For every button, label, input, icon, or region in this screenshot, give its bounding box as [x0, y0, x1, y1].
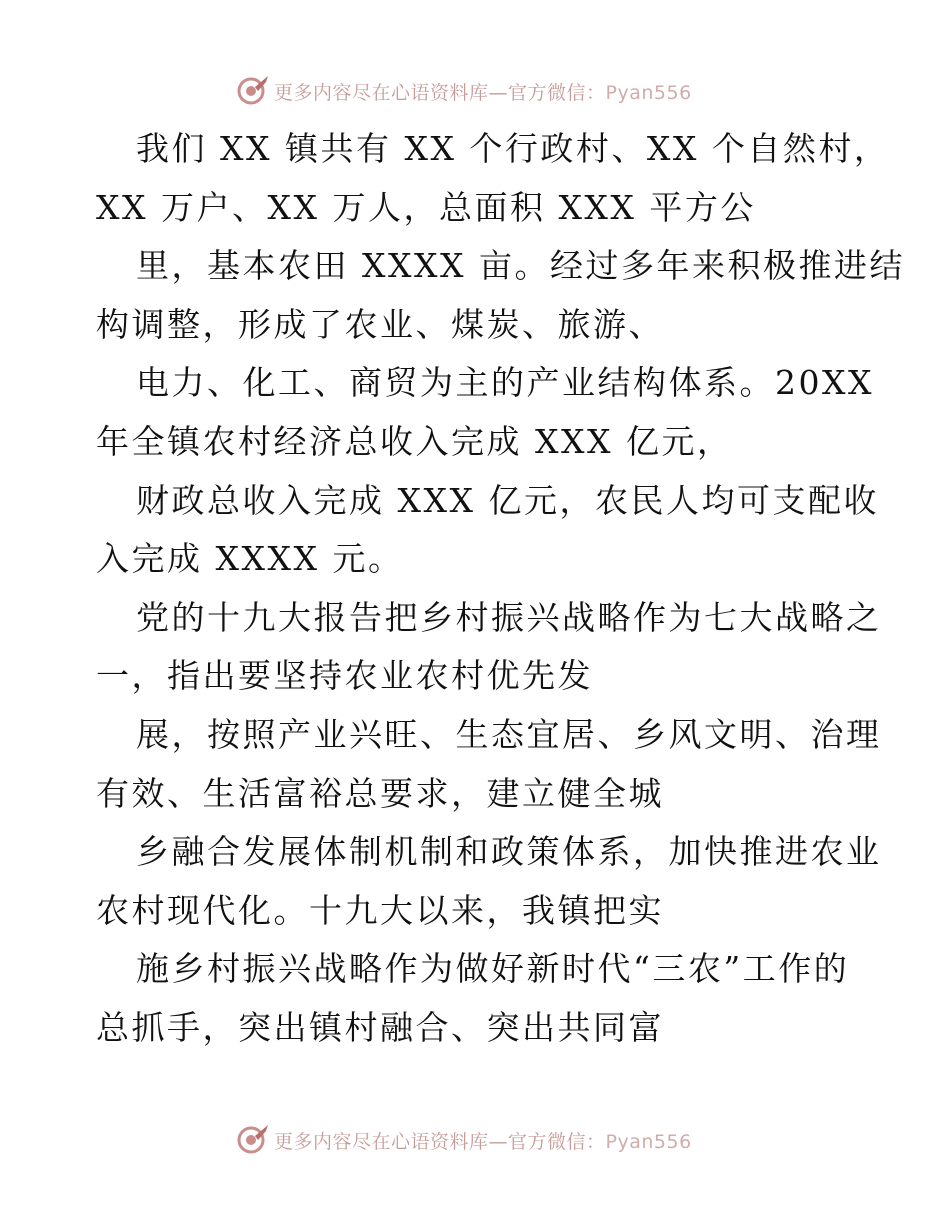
header-wechat-id: Pyan556 [605, 81, 692, 104]
text-line: 构调整，形成了农业、煤炭、旅游、 [96, 304, 664, 344]
header-banner [236, 71, 692, 111]
text-line: 乡融合发展体制机制和政策体系，加快推进农业 [136, 832, 882, 872]
text-line: 一，指出要坚持农业农村优先发 [96, 656, 593, 696]
text-line: 总抓手，突出镇村融合、突出共同富 [96, 1007, 664, 1047]
text-line: XX 万户、XX 万人，总面积 XXX 平方公 [96, 187, 756, 227]
text-line: 入完成 XXXX 元。 [96, 539, 404, 579]
text-line: 展，按照产业兴旺、生态宜居、乡风文明、治理 [136, 714, 882, 754]
document-body [96, 120, 905, 1058]
text-line: 施乡村振兴战略作为做好新时代“三农”工作的 [136, 949, 850, 989]
footer-banner-text: 更多内容尽在心语资料库—官方微信：Pyan556 [274, 1130, 692, 1153]
footer-wechat-id: Pyan556 [605, 1130, 692, 1153]
text-line: 里，基本农田 XXXX 亩。经过多年来积极推进结 [136, 246, 905, 286]
text-line: 我们 XX 镇共有 XX 个行政村、XX 个自然村， [136, 129, 890, 168]
footer-banner [236, 1120, 692, 1160]
text-line: 财政总收入完成 XXX 亿元，农民人均可支配收 [136, 480, 879, 520]
text-line: 有效、生活富裕总要求，建立健全城 [96, 773, 664, 813]
header-banner-text: 更多内容尽在心语资料库—官方微信：Pyan556 [274, 81, 692, 104]
text-line: 电力、化工、商贸为主的产业结构体系。20XX [136, 363, 874, 403]
pen-nib-circle-icon [236, 1123, 270, 1157]
text-line: 年全镇农村经济总收入完成 XXX 亿元， [96, 421, 733, 461]
text-line: 农村现代化。十九大以来，我镇把实 [96, 890, 664, 930]
pen-nib-circle-icon [236, 74, 270, 108]
text-line: 党的十九大报告把乡村振兴战略作为七大战略之 [136, 597, 882, 637]
